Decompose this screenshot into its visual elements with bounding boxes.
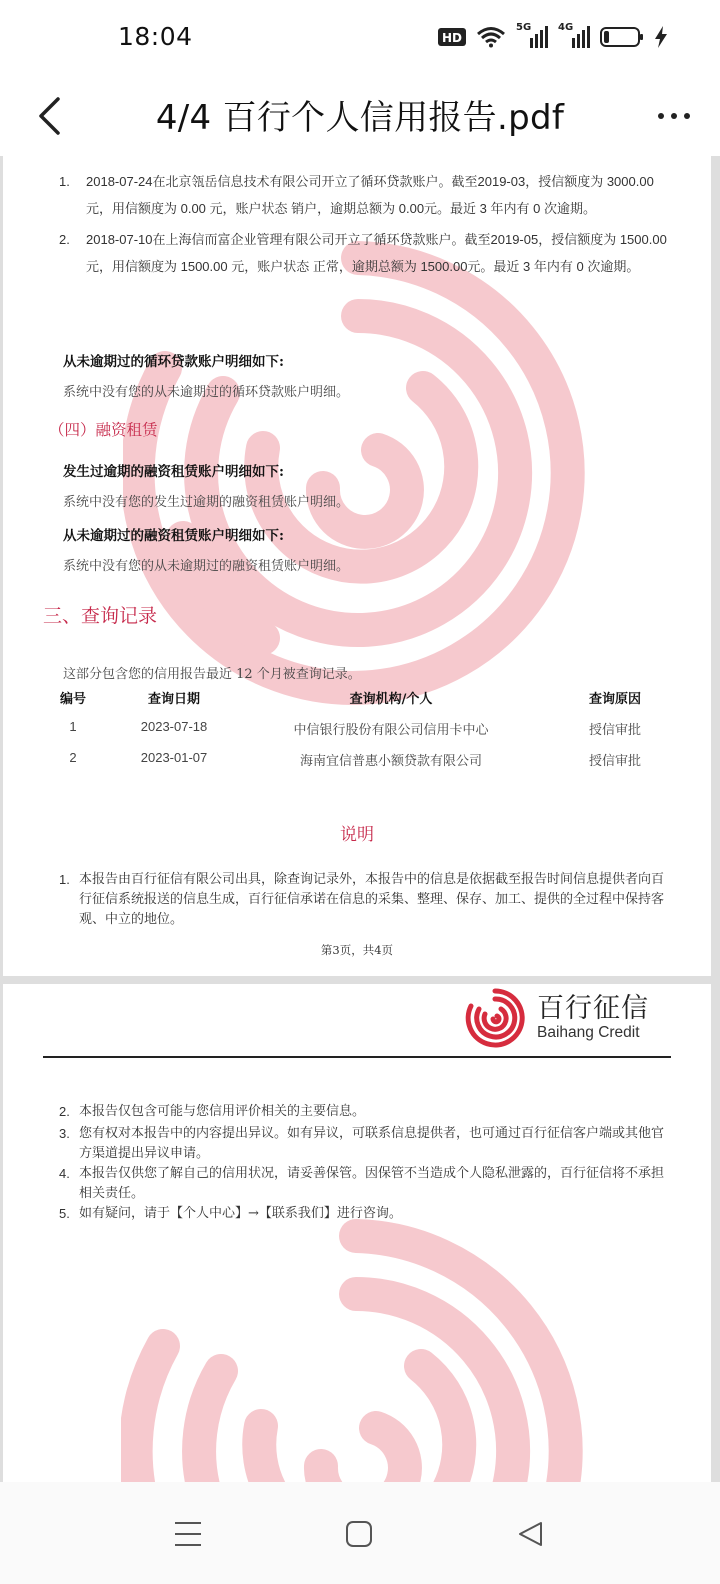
never-overdue-lease-text: 系统中没有您的从未逾期过的融资租赁账户明细。 <box>63 559 350 574</box>
never-overdue-loan-text: 系统中没有您的从未逾期过的循环贷款账户明细。 <box>63 385 350 400</box>
loan-account-item: 1. 2018-07-24在北京瓴岳信息技术有限公司开立了循环贷款账户。截至2019-03，授信额度为 3000.00 元，用信额度为 0.00 元，账户状态 销户，逾期总额为 0.00元。最近 3 年内有 0 次逾期。 <box>59 174 654 216</box>
never-overdue-loan-heading: 从未逾期过的循环贷款账户明细如下: <box>63 354 284 370</box>
logo-cn-text: 百行征信 <box>537 993 649 1023</box>
list-item: 2. 本报告仅包含可能与您信用评价相关的主要信息。 <box>59 1104 366 1119</box>
col-header-number: 编号 <box>59 692 86 707</box>
app-header <box>0 80 720 156</box>
list-item: 4. 本报告仅供您了解自己的信用状况，请妥善保管。因保管不当造成个人隐私泄露的，百行征信将不承担相关责任。 <box>59 1166 665 1201</box>
status-time: 18:04 <box>118 22 193 51</box>
home-button[interactable] <box>335 1510 383 1558</box>
col-header-institution: 查询机构/个人 <box>349 692 433 707</box>
notes-list <box>59 870 675 930</box>
wifi-icon <box>476 26 506 48</box>
query-section-title: 三、查询记录 <box>43 605 158 627</box>
fingerprint-watermark-icon <box>121 1216 591 1482</box>
table-header-row <box>51 688 673 719</box>
notes-title: 说明 <box>340 825 374 845</box>
table-row: 1 2023-07-18 中信银行股份有限公司信用卡中心 授信审批 <box>69 719 641 738</box>
col-header-date: 查询日期 <box>147 692 200 707</box>
list-item: 1. 本报告由百行征信有限公司出具，除查询记录外，本报告中的信息是依据截至报告时间信息提供者向百行征信系统报送的信息生成，百行征信承诺在信息的采集、整理、保存、加工、提供的全过程中保持客观、中立的地位。 <box>59 872 665 927</box>
charging-icon <box>654 26 668 48</box>
logo-en-text: Baihang Credit <box>537 1024 640 1041</box>
signal-5g-icon: 5G <box>516 26 548 48</box>
pdf-page-3 <box>3 156 711 976</box>
list-item: 3. 您有权对本报告中的内容提出异议。如有异议，可联系信息提供者，也可通过百行征信客户端或其他官方渠道提出异议申请。 <box>59 1126 665 1161</box>
pdf-page-4 <box>3 984 711 1482</box>
query-records-table <box>51 688 673 781</box>
status-icons <box>438 22 668 48</box>
col-header-reason: 查询原因 <box>588 692 641 707</box>
query-intro: 这部分包含您的信用报告最近 12 个月被查询记录。 <box>63 667 361 682</box>
battery-icon <box>600 26 644 48</box>
system-nav-bar <box>0 1482 720 1584</box>
status-bar <box>0 0 720 80</box>
document-title: 4/4 百行个人信用报告.pdf <box>155 98 565 138</box>
never-overdue-lease-heading: 从未逾期过的融资租赁账户明细如下: <box>63 528 284 544</box>
baihang-logo <box>465 988 649 1048</box>
more-dots-icon <box>658 113 664 119</box>
header-rule <box>43 1056 671 1058</box>
recent-apps-button[interactable] <box>164 1510 212 1558</box>
overdue-lease-heading: 发生过逾期的融资租赁账户明细如下: <box>63 464 284 480</box>
table-row: 2 2023-01-07 海南宜信普惠小额贷款有限公司 授信审批 <box>69 750 641 769</box>
baihang-fingerprint-logo-icon <box>465 988 525 1048</box>
back-triangle-icon <box>516 1520 544 1548</box>
hd-icon <box>438 26 466 48</box>
page-number-footer: 第3页，共4页 <box>320 943 394 957</box>
more-options-button[interactable] <box>650 94 698 138</box>
home-square-icon <box>345 1520 373 1548</box>
leasing-section-title: （四）融资租赁 <box>49 421 158 439</box>
overdue-lease-text: 系统中没有您的发生过逾期的融资租赁账户明细。 <box>63 495 350 510</box>
pdf-viewer[interactable] <box>0 156 720 1482</box>
signal-4g-icon: 4G <box>558 26 590 48</box>
loan-account-item: 2. 2018-07-10在上海信而富企业管理有限公司开立了循环贷款账户。截至2019-05，授信额度为 1500.00 元，用信额度为 1500.00 元，账户状态 正常，逾期总额为 1500.00元。最近 3 年内有 0 次逾期。 <box>59 232 667 274</box>
svg-text:HD: HD <box>442 31 463 45</box>
system-back-button[interactable] <box>506 1510 554 1558</box>
menu-icon <box>173 1520 203 1548</box>
list-item: 5. 如有疑问，请于【个人中心】→【联系我们】进行咨询。 <box>59 1206 402 1221</box>
notes-list <box>59 1102 675 1224</box>
